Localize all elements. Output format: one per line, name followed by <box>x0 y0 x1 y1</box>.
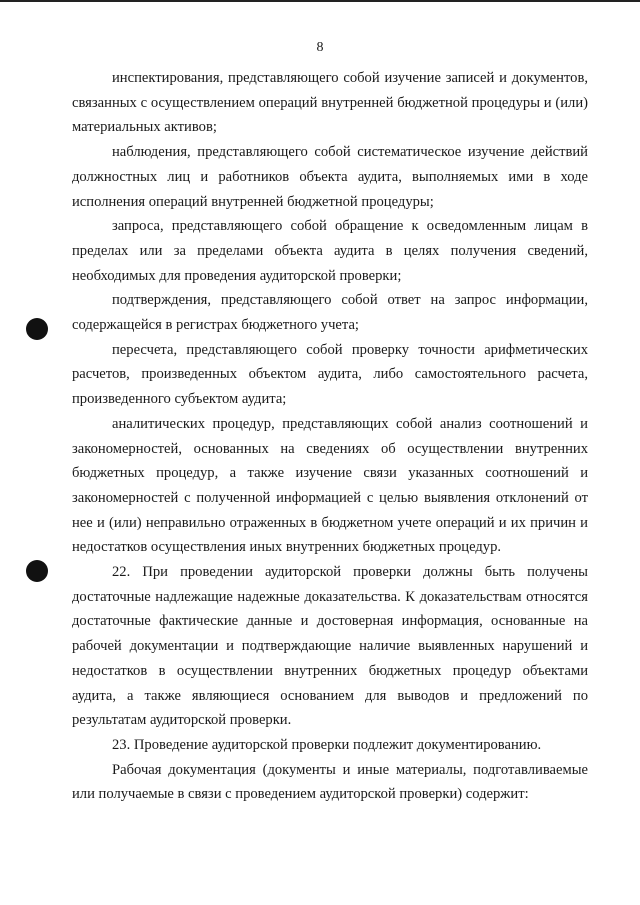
page-top-edge <box>0 0 640 2</box>
document-body <box>72 66 588 807</box>
paragraph-confirmation: подтверждения, представляющего собой ответ на запрос информации, содержащейся в регистрах бюджетного учета; <box>72 292 588 334</box>
paragraph-item-22: 22. При проведении аудиторской проверки должны быть получены достаточные надлежащие надежные доказательства. К доказательствам относятся достаточные фактические данные и достоверная информация, основанные на рабочей документации и подтверждающие наличие выявленных нарушений и недостатков в осуществлении внутренних бюджетных процедур объектами аудита, а также являющиеся основанием для выводов и предложений по результатам аудиторской проверки. <box>72 564 588 729</box>
paragraph-inquiry: запроса, представляющего собой обращение к осведомленным лицам в пределах или за пределами объекта аудита в целях получения сведений, необходимых для проведения аудиторской проверки; <box>72 218 588 284</box>
paragraph-recalculation: пересчета, представляющего собой проверку точности арифметических расчетов, произведенных объектом аудита, либо самостоятельного расчета, произведенного субъектом аудита; <box>72 341 588 408</box>
paragraph-item-23: 23. Проведение аудиторской проверки подлежит документированию. <box>112 736 542 753</box>
paragraph-working-documentation: Рабочая документация (документы и иные материалы, подготавливаемые или получаемые в связи с проведением аудиторской проверки) содержит: <box>72 761 588 803</box>
paragraph-inspection: инспектирования, представляющего собой изучение записей и документов, связанных с осуществлением операций внутренней бюджетной процедуры и (или) материальных активов; <box>72 70 588 136</box>
paragraph-analytical-procedures: аналитических процедур, представляющих собой анализ соотношений и закономерностей, основанных на сведениях об осуществлении внутренних бюджетных процедур, а также изучение связи указанных соотношений и закономерностей с полученной информацией с целью выявления отклонений от нее и (или) неправильно отраженных в бюджетном учете операций и их причин и недостатков осуществления иных внутренних бюджетных процедур. <box>72 415 588 556</box>
page-number: 8 <box>316 40 324 55</box>
paragraph-observation: наблюдения, представляющего собой систематическое изучение действий должностных лиц и работников объекта аудита, выполняемых ими в ходе исполнения операций внутренней бюджетной процедуры; <box>72 144 588 210</box>
punch-hole-mark <box>26 560 48 582</box>
punch-hole-mark <box>26 318 48 340</box>
